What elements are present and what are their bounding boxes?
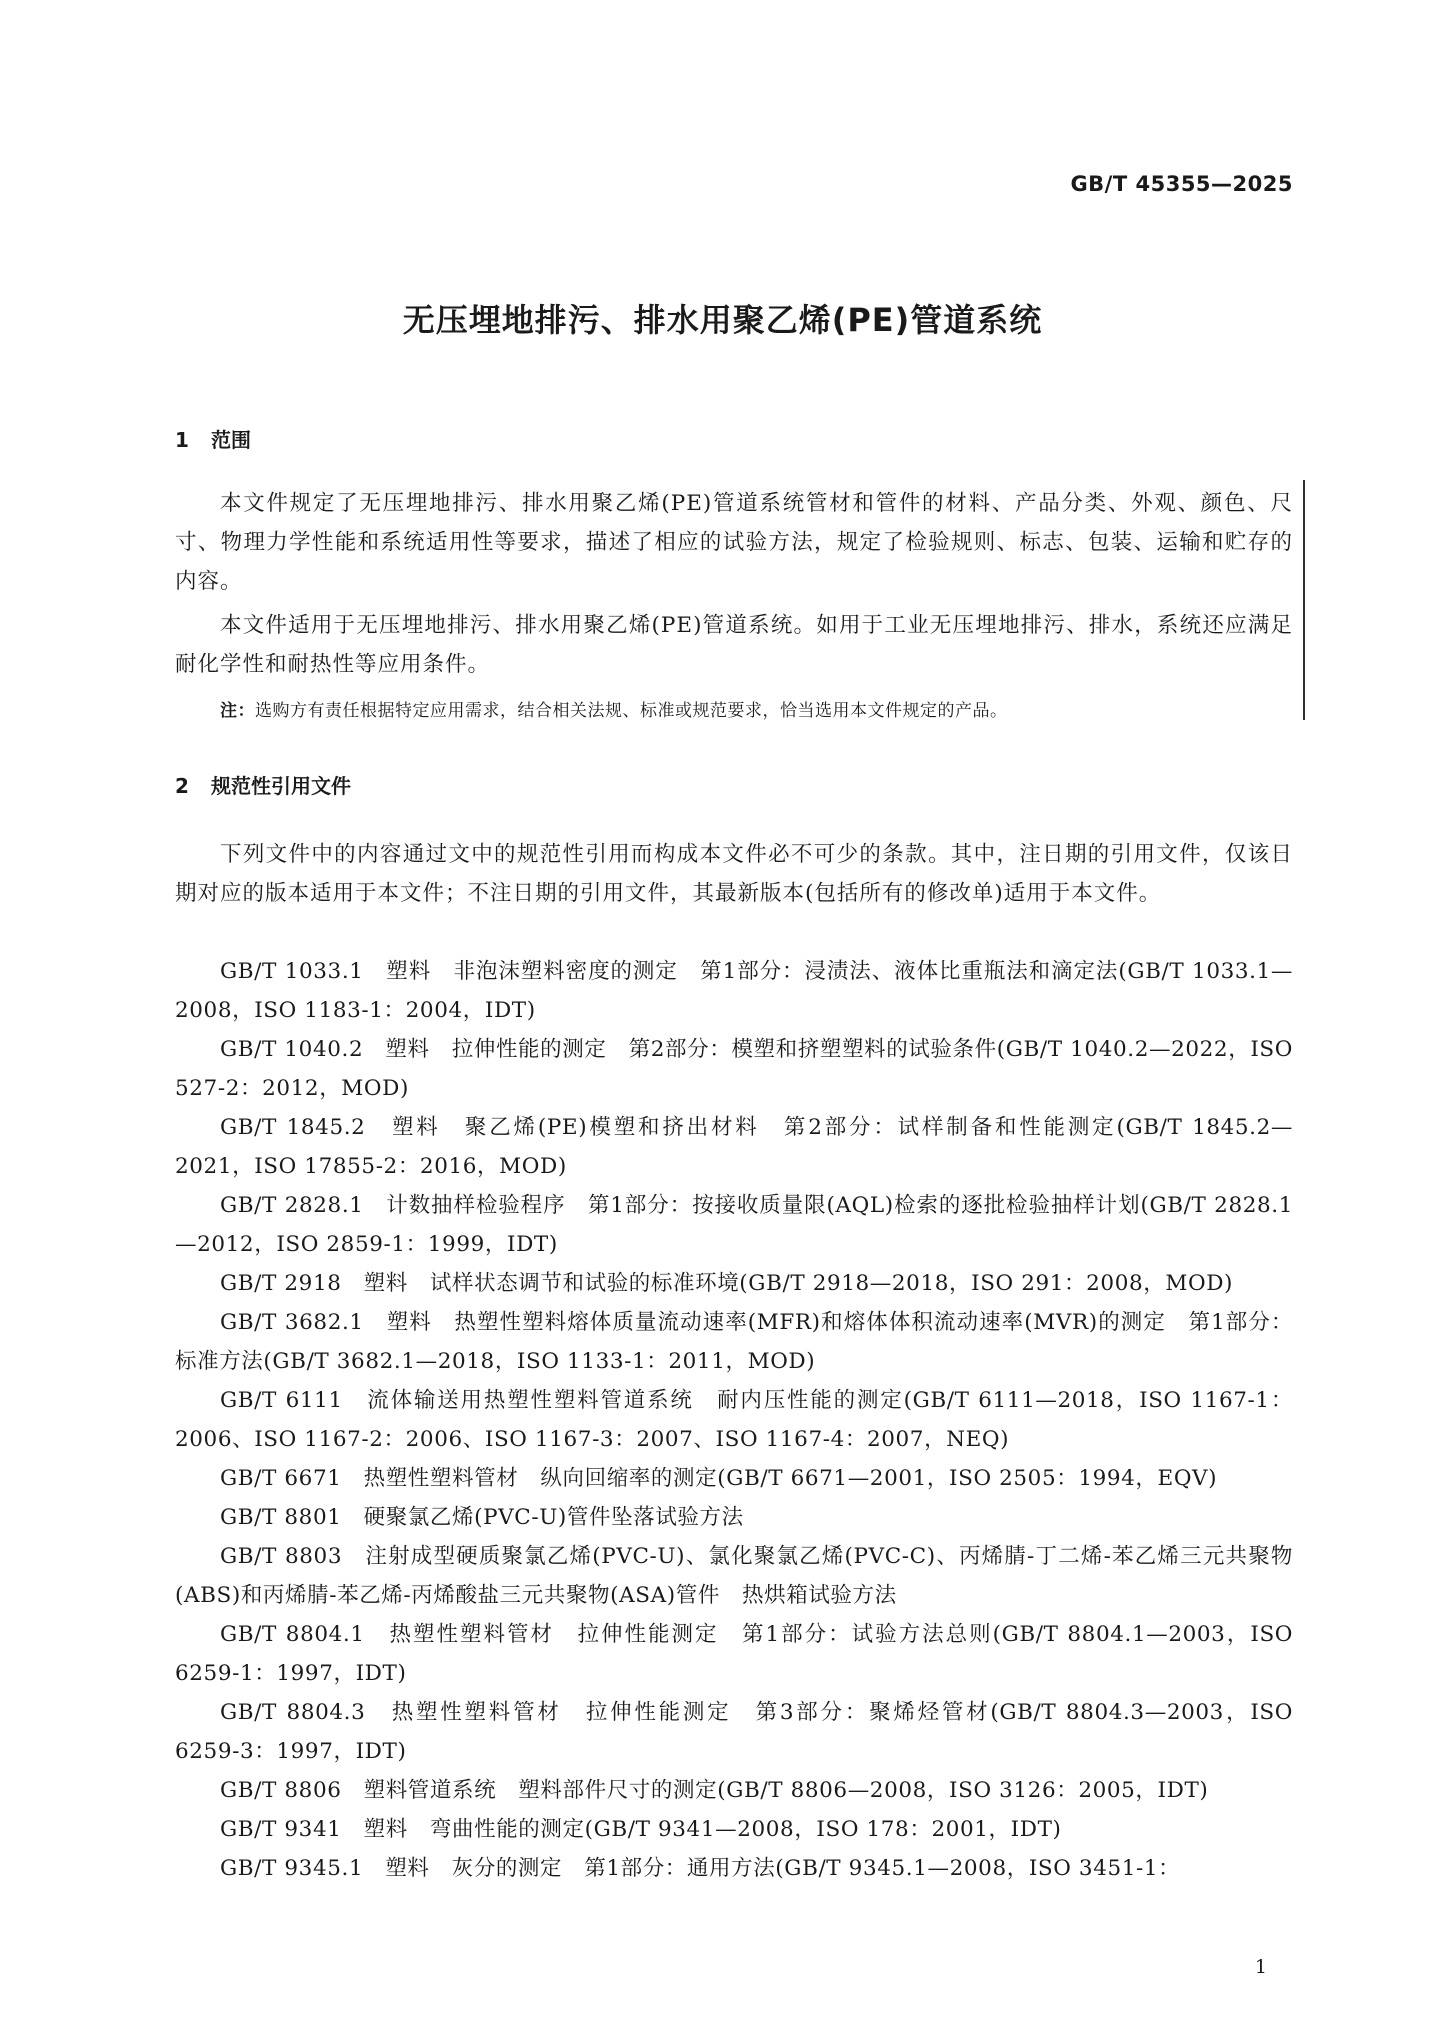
- document-title: 无压埋地排污、排水用聚乙烯(PE)管道系统: [402, 301, 1043, 339]
- section-title: 范围: [211, 428, 251, 452]
- reference-item: GB/T 8806 塑料管道系统 塑料部件尺寸的测定(GB/T 8806—2008，ISO 3126：2005，IDT): [220, 1778, 1209, 1803]
- reference-item: GB/T 1033.1 塑料 非泡沫塑料密度的测定 第1部分：浸渍法、液体比重瓶法和滴定法(GB/T 1033.1—2008，ISO 1183-1：2004，IDT): [175, 959, 1293, 1023]
- reference-item: GB/T 9341 塑料 弯曲性能的测定(GB/T 9341—2008，ISO 178：2001，IDT): [220, 1817, 1062, 1842]
- scope-paragraph: 本文件规定了无压埋地排污、排水用聚乙烯(PE)管道系统管材和管件的材料、产品分类、外观、颜色、尺寸、物理力学性能和系统适用性等要求，描述了相应的试验方法，规定了检验规则、标志、包装、运输和贮存的内容。: [175, 491, 1293, 594]
- reference-item: GB/T 6671 热塑性塑料管材 纵向回缩率的测定(GB/T 6671—2001，ISO 2505：1994，EQV): [220, 1466, 1218, 1491]
- section-title: 规范性引用文件: [211, 774, 351, 798]
- standard-code: GB/T 45355—2025: [1070, 172, 1293, 196]
- reference-item: GB/T 8804.3 热塑性塑料管材 拉伸性能测定 第3部分：聚烯烃管材(GB/T 8804.3—2003，ISO 6259-3：1997，IDT): [175, 1700, 1293, 1764]
- reference-list: [175, 952, 1293, 1888]
- scope-paragraph: 本文件适用于无压埋地排污、排水用聚乙烯(PE)管道系统。如用于工业无压埋地排污、排水，系统还应满足耐化学性和耐热性等应用条件。: [175, 613, 1293, 677]
- reference-item: GB/T 1040.2 塑料 拉伸性能的测定 第2部分：模塑和挤塑塑料的试验条件(GB/T 1040.2—2022，ISO 527-2：2012，MOD): [175, 1037, 1293, 1101]
- note-text: 选购方有责任根据特定应用需求，结合相关法规、标准或规范要求，恰当选用本文件规定的产品。: [255, 701, 1008, 721]
- reference-item: GB/T 8804.1 热塑性塑料管材 拉伸性能测定 第1部分：试验方法总则(GB/T 8804.1—2003，ISO 6259-1：1997，IDT): [175, 1622, 1293, 1686]
- reference-item: GB/T 2828.1 计数抽样检验程序 第1部分：按接收质量限(AQL)检索的逐批检验抽样计划(GB/T 2828.1—2012，ISO 2859-1：1999，IDT): [175, 1193, 1293, 1257]
- reference-item: GB/T 6111 流体输送用热塑性塑料管道系统 耐内压性能的测定(GB/T 6111—2018，ISO 1167-1：2006、ISO 1167-2：2006、ISO 1167-3：2007、ISO 1167-4：2007，NEQ): [175, 1388, 1293, 1452]
- scope-note: [220, 696, 1293, 726]
- reference-item: GB/T 1845.2 塑料 聚乙烯(PE)模塑和挤出材料 第2部分：试样制备和性能测定(GB/T 1845.2—2021，ISO 17855-2：2016，MOD): [175, 1115, 1293, 1179]
- reference-item: GB/T 2918 塑料 试样状态调节和试验的标准环境(GB/T 2918—2018，ISO 291：2008，MOD): [220, 1271, 1234, 1296]
- reference-item: GB/T 9345.1 塑料 灰分的测定 第1部分：通用方法(GB/T 9345.1—2008，ISO 3451-1：: [220, 1856, 1181, 1881]
- page-number: 1: [1254, 1956, 1267, 1978]
- references-intro: 下列文件中的内容通过文中的规范性引用而构成本文件必不可少的条款。其中，注日期的引用文件，仅该日期对应的版本适用于本文件；不注日期的引用文件，其最新版本(包括所有的修改单)适用于本文件。: [175, 842, 1293, 906]
- section-2-heading: [175, 770, 351, 799]
- section-1-heading: [175, 424, 251, 453]
- note-label: 注：: [220, 701, 255, 721]
- change-bar: [1303, 480, 1305, 720]
- section-number: 2: [175, 774, 189, 798]
- section-number: 1: [175, 428, 189, 452]
- reference-item: GB/T 8803 注射成型硬质聚氯乙烯(PVC-U)、氯化聚氯乙烯(PVC-C)、丙烯腈-丁二烯-苯乙烯三元共聚物(ABS)和丙烯腈-苯乙烯-丙烯酸盐三元共聚物(ASA)管件 热烘箱试验方法: [175, 1544, 1293, 1608]
- reference-item: GB/T 8801 硬聚氯乙烯(PVC-U)管件坠落试验方法: [220, 1505, 744, 1530]
- reference-item: GB/T 3682.1 塑料 热塑性塑料熔体质量流动速率(MFR)和熔体体积流动速率(MVR)的测定 第1部分：标准方法(GB/T 3682.1—2018，ISO 1133-1：2011，MOD): [175, 1310, 1293, 1374]
